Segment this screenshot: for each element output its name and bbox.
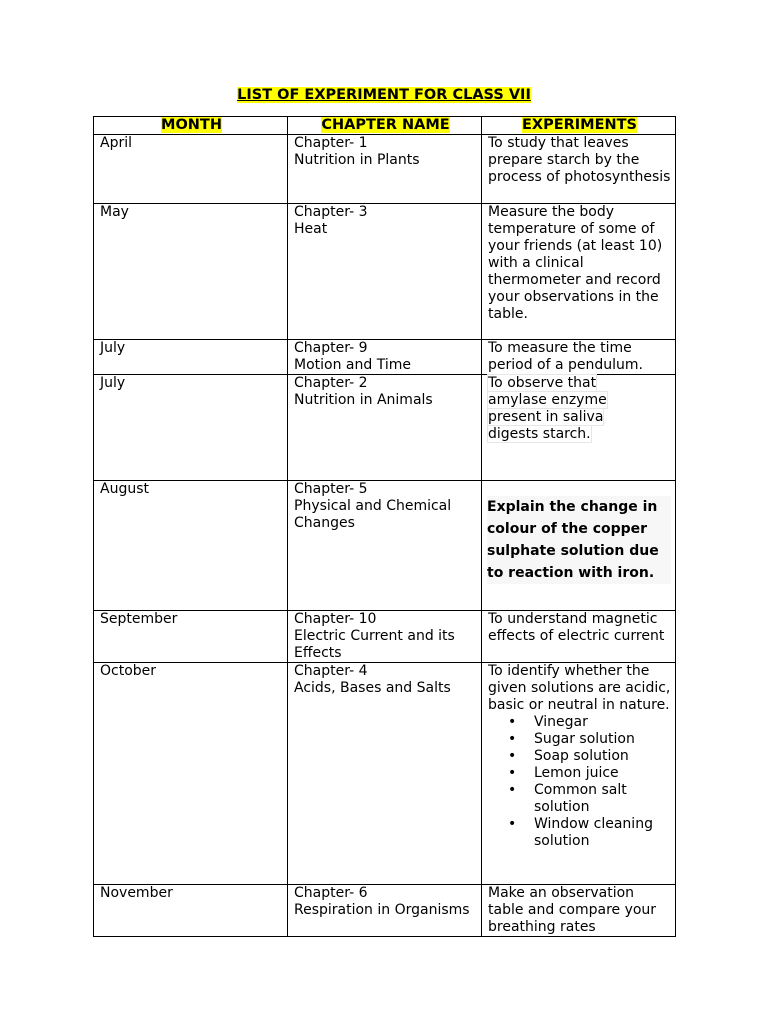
chapter-number: Chapter- 10 — [294, 611, 377, 627]
month-cell: April — [94, 135, 288, 204]
chapter-name: Electric Current and its Effects — [294, 628, 455, 661]
header-experiments: EXPERIMENTS — [482, 117, 676, 135]
list-item: • Sugar solution — [534, 731, 671, 748]
chapter-name: Acids, Bases and Salts — [294, 680, 451, 696]
chapter-cell — [288, 135, 482, 204]
chapter-cell — [288, 375, 482, 481]
experiment-line: amylase enzyme — [488, 392, 607, 408]
chapter-cell — [288, 663, 482, 885]
experiment-cell — [482, 375, 676, 481]
experiment-cell: To understand magnetic effects of electric current — [482, 611, 676, 663]
list-item: • Lemon juice — [534, 765, 671, 782]
table-row — [94, 375, 676, 481]
chapter-number: Chapter- 4 — [294, 663, 368, 679]
chapter-name: Nutrition in Plants — [294, 152, 420, 168]
chapter-number: Chapter- 9 — [294, 340, 368, 356]
month-cell: July — [94, 375, 288, 481]
chapter-number: Chapter- 3 — [294, 204, 368, 220]
header-month: MONTH — [94, 117, 288, 135]
experiment-cell: To study that leaves prepare starch by the process of photosynthesis — [482, 135, 676, 204]
experiment-cell: Make an observation table and compare your breathing rates — [482, 885, 676, 937]
solution-list — [488, 714, 671, 850]
chapter-name: Nutrition in Animals — [294, 392, 433, 408]
chapter-number: Chapter- 2 — [294, 375, 368, 391]
chapter-number: Chapter- 5 — [294, 481, 368, 497]
table-row — [94, 204, 676, 340]
experiment-line: To observe that — [488, 375, 597, 391]
chapter-cell — [288, 340, 482, 375]
table-row — [94, 611, 676, 663]
month-cell: September — [94, 611, 288, 663]
list-item: • Common salt solution — [534, 782, 671, 816]
month-cell: August — [94, 481, 288, 611]
month-cell: May — [94, 204, 288, 340]
list-item: • Window cleaning solution — [534, 816, 671, 850]
header-chapter-name: CHAPTER NAME — [288, 117, 482, 135]
experiment-cell — [482, 481, 676, 611]
table-row — [94, 663, 676, 885]
chapter-cell — [288, 481, 482, 611]
table-header-row — [94, 117, 676, 135]
table-row — [94, 885, 676, 937]
experiment-question: Explain the change in colour of the copper sulphate solution due to reaction with iron. — [487, 496, 671, 584]
table-row — [94, 135, 676, 204]
chapter-name: Motion and Time — [294, 357, 411, 373]
chapter-number: Chapter- 1 — [294, 135, 368, 151]
document-title: LIST OF EXPERIMENT FOR CLASS VII — [237, 87, 531, 103]
experiment-text: To identify whether the given solutions are acidic, basic or neutral in nature. — [488, 663, 671, 713]
list-item: • Vinegar — [534, 714, 671, 731]
experiment-table — [93, 116, 676, 937]
table-row — [94, 481, 676, 611]
chapter-number: Chapter- 6 — [294, 885, 368, 901]
experiment-cell: Measure the body temperature of some of your friends (at least 10) with a clinical thermometer and record your observations in the table. — [482, 204, 676, 340]
month-cell: October — [94, 663, 288, 885]
experiment-line: digests starch. — [488, 426, 591, 442]
chapter-cell — [288, 611, 482, 663]
table-row — [94, 340, 676, 375]
experiment-line: present in saliva — [488, 409, 604, 425]
chapter-name: Physical and Chemical Changes — [294, 498, 452, 531]
chapter-cell — [288, 885, 482, 937]
experiment-cell: To measure the time period of a pendulum. — [482, 340, 676, 375]
chapter-cell — [288, 204, 482, 340]
chapter-name: Heat — [294, 221, 328, 237]
list-item: • Soap solution — [534, 748, 671, 765]
chapter-name: Respiration in Organisms — [294, 902, 470, 918]
month-cell: November — [94, 885, 288, 937]
month-cell: July — [94, 340, 288, 375]
experiment-cell — [482, 663, 676, 885]
